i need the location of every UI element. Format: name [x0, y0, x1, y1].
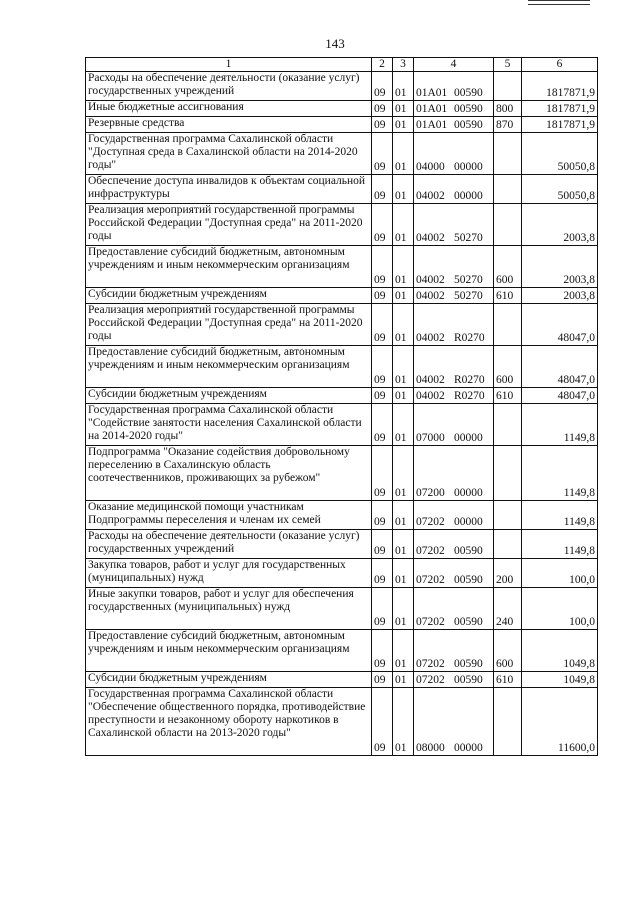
row-section-code: 09: [372, 246, 393, 288]
row-section-code: 09: [372, 133, 393, 175]
target-article-program: 04002: [416, 190, 445, 202]
target-article-direction: 00000: [454, 516, 483, 528]
row-section-code: 09: [372, 559, 393, 588]
row-name: Закупка товаров, работ и услуг для государственных (муниципальных) нужд: [86, 559, 372, 588]
row-expense-type: 200: [494, 559, 522, 588]
row-subsection-code: 01: [393, 672, 414, 688]
row-section-code: 09: [372, 588, 393, 630]
target-article-direction: 00590: [454, 574, 483, 586]
row-expense-type: 600: [494, 246, 522, 288]
row-target-article: [414, 388, 494, 404]
row-target-article: [414, 688, 494, 756]
row-name: Субсидии бюджетным учреждениям: [86, 672, 372, 688]
target-article-program: 01А01: [416, 87, 448, 99]
row-section-code: 09: [372, 72, 393, 101]
target-article-program: 08000: [416, 742, 445, 754]
row-name: Обеспечение доступа инвалидов к объектам социальной инфраструктуры: [86, 175, 372, 204]
target-article-program: 07202: [416, 658, 445, 670]
row-name: Оказание медицинской помощи участникам Подпрограммы переселения и членам их семей: [86, 501, 372, 530]
row-expense-type: 610: [494, 672, 522, 688]
table-row: [86, 117, 598, 133]
row-target-article: [414, 404, 494, 446]
target-article-program: 04002: [416, 390, 445, 402]
row-name: Государственная программа Сахалинской области "Доступная среда в Сахалинской области на 2014-2020 годы": [86, 133, 372, 175]
row-name: Реализация мероприятий государственной программы Российской Федерации "Доступная среда" на 2011-2020 годы: [86, 204, 372, 246]
row-target-article: [414, 117, 494, 133]
row-amount: 11600,0: [522, 688, 598, 756]
target-article-program: 07202: [416, 545, 445, 557]
row-name: Резервные средства: [86, 117, 372, 133]
column-header: 2: [372, 58, 393, 72]
target-article-direction: 00590: [454, 87, 483, 99]
row-target-article: [414, 672, 494, 688]
target-article-program: 04002: [416, 232, 445, 244]
target-article-program: 07000: [416, 432, 445, 444]
row-subsection-code: 01: [393, 133, 414, 175]
row-target-article: [414, 630, 494, 672]
row-section-code: 09: [372, 688, 393, 756]
row-amount: 1817871,9: [522, 72, 598, 101]
table-row: [86, 72, 598, 101]
column-header: 3: [393, 58, 414, 72]
row-name: Субсидии бюджетным учреждениям: [86, 288, 372, 304]
row-amount: 1149,8: [522, 404, 598, 446]
row-amount: 1149,8: [522, 530, 598, 559]
target-article-program: 04002: [416, 332, 445, 344]
row-section-code: 09: [372, 346, 393, 388]
row-section-code: 09: [372, 672, 393, 688]
row-expense-type: [494, 688, 522, 756]
target-article-direction: 00590: [454, 674, 483, 686]
row-target-article: [414, 175, 494, 204]
row-expense-type: 610: [494, 288, 522, 304]
table-row: [86, 204, 598, 246]
row-subsection-code: 01: [393, 246, 414, 288]
row-target-article: [414, 588, 494, 630]
row-subsection-code: 01: [393, 101, 414, 117]
target-article-program: 04000: [416, 161, 445, 173]
table-row: [86, 346, 598, 388]
column-header: 5: [494, 58, 522, 72]
row-amount: 100,0: [522, 559, 598, 588]
row-target-article: [414, 304, 494, 346]
target-article-program: 04002: [416, 374, 445, 386]
column-header: 6: [522, 58, 598, 72]
row-expense-type: 600: [494, 630, 522, 672]
target-article-direction: 00000: [454, 432, 483, 444]
row-subsection-code: 01: [393, 501, 414, 530]
row-expense-type: [494, 446, 522, 501]
row-name: Субсидии бюджетным учреждениям: [86, 388, 372, 404]
table-row: [86, 688, 598, 756]
row-amount: 50050,8: [522, 175, 598, 204]
table-row: [86, 388, 598, 404]
row-name: Расходы на обеспечение деятельности (оказание услуг) государственных учреждений: [86, 72, 372, 101]
target-article-direction: R0270: [454, 332, 485, 344]
row-amount: 2003,8: [522, 288, 598, 304]
row-section-code: 09: [372, 304, 393, 346]
row-subsection-code: 01: [393, 630, 414, 672]
row-amount: 1817871,9: [522, 101, 598, 117]
target-article-program: 01А01: [416, 119, 448, 131]
row-expense-type: 600: [494, 346, 522, 388]
row-target-article: [414, 72, 494, 101]
row-target-article: [414, 133, 494, 175]
target-article-direction: 00000: [454, 161, 483, 173]
table-row: [86, 559, 598, 588]
target-article-direction: 00590: [454, 119, 483, 131]
row-expense-type: 240: [494, 588, 522, 630]
target-article-direction: 50270: [454, 290, 483, 302]
top-edge-mark: [528, 0, 590, 5]
target-article-program: 04002: [416, 290, 445, 302]
row-subsection-code: 01: [393, 688, 414, 756]
row-target-article: [414, 246, 494, 288]
row-section-code: 09: [372, 501, 393, 530]
row-subsection-code: 01: [393, 446, 414, 501]
row-amount: 48047,0: [522, 346, 598, 388]
row-subsection-code: 01: [393, 117, 414, 133]
row-target-article: [414, 446, 494, 501]
row-expense-type: [494, 175, 522, 204]
target-article-program: 01А01: [416, 103, 448, 115]
row-target-article: [414, 101, 494, 117]
page-number: 143: [325, 36, 345, 51]
row-subsection-code: 01: [393, 175, 414, 204]
table-row: [86, 530, 598, 559]
target-article-direction: 00590: [454, 658, 483, 670]
row-name: Предоставление субсидий бюджетным, автономным учреждениям и иным некоммерческим организациям: [86, 246, 372, 288]
row-expense-type: [494, 133, 522, 175]
row-target-article: [414, 559, 494, 588]
row-section-code: 09: [372, 175, 393, 204]
row-amount: 1149,8: [522, 501, 598, 530]
row-name: Иные бюджетные ассигнования: [86, 101, 372, 117]
row-subsection-code: 01: [393, 530, 414, 559]
row-amount: 2003,8: [522, 204, 598, 246]
target-article-direction: 50270: [454, 232, 483, 244]
table-row: [86, 404, 598, 446]
row-subsection-code: 01: [393, 346, 414, 388]
row-section-code: 09: [372, 204, 393, 246]
table-row: [86, 175, 598, 204]
target-article-program: 07202: [416, 574, 445, 586]
target-article-program: 07202: [416, 674, 445, 686]
target-article-direction: 00590: [454, 616, 483, 628]
column-header: 4: [414, 58, 494, 72]
target-article-direction: 00000: [454, 487, 483, 499]
table-body: [86, 72, 598, 756]
row-amount: 50050,8: [522, 133, 598, 175]
row-section-code: 09: [372, 404, 393, 446]
table-header-row: [86, 58, 598, 72]
row-amount: 48047,0: [522, 304, 598, 346]
target-article-direction: 00000: [454, 742, 483, 754]
row-target-article: [414, 346, 494, 388]
row-expense-type: [494, 304, 522, 346]
target-article-program: 07202: [416, 616, 445, 628]
target-article-program: 07202: [416, 516, 445, 528]
row-name: Государственная программа Сахалинской области "Обеспечение общественного порядка, противодействие преступности и незаконному обороту наркотиков в Сахалинской области на 2013-2020 годы": [86, 688, 372, 756]
row-subsection-code: 01: [393, 559, 414, 588]
row-expense-type: 800: [494, 101, 522, 117]
target-article-program: 07200: [416, 487, 445, 499]
row-subsection-code: 01: [393, 588, 414, 630]
row-name: Реализация мероприятий государственной программы Российской Федерации "Доступная среда" на 2011-2020 годы: [86, 304, 372, 346]
row-section-code: 09: [372, 446, 393, 501]
row-target-article: [414, 204, 494, 246]
row-amount: 1149,8: [522, 446, 598, 501]
target-article-direction: 00000: [454, 190, 483, 202]
row-amount: 100,0: [522, 588, 598, 630]
row-expense-type: 610: [494, 388, 522, 404]
row-amount: 1049,8: [522, 630, 598, 672]
table-row: [86, 672, 598, 688]
target-article-direction: 00590: [454, 103, 483, 115]
row-expense-type: [494, 72, 522, 101]
table-row: [86, 446, 598, 501]
table-row: [86, 501, 598, 530]
row-target-article: [414, 288, 494, 304]
row-section-code: 09: [372, 117, 393, 133]
row-expense-type: 870: [494, 117, 522, 133]
row-subsection-code: 01: [393, 388, 414, 404]
budget-table: [85, 57, 598, 756]
table-row: [86, 133, 598, 175]
row-subsection-code: 01: [393, 204, 414, 246]
row-name: Предоставление субсидий бюджетным, автономным учреждениям и иным некоммерческим организациям: [86, 630, 372, 672]
row-name: Иные закупки товаров, работ и услуг для обеспечения государственных (муниципальных) нужд: [86, 588, 372, 630]
target-article-direction: 00590: [454, 545, 483, 557]
row-section-code: 09: [372, 630, 393, 672]
target-article-direction: R0270: [454, 390, 485, 402]
target-article-direction: R0270: [454, 374, 485, 386]
row-section-code: 09: [372, 101, 393, 117]
table-row: [86, 288, 598, 304]
row-name: Подпрограмма "Оказание содействия добровольному переселению в Сахалинскую область соотечественников, проживающих за рубежом": [86, 446, 372, 501]
row-amount: 48047,0: [522, 388, 598, 404]
table-row: [86, 246, 598, 288]
row-name: Расходы на обеспечение деятельности (оказание услуг) государственных учреждений: [86, 530, 372, 559]
row-amount: 2003,8: [522, 246, 598, 288]
row-expense-type: [494, 404, 522, 446]
row-section-code: 09: [372, 530, 393, 559]
row-expense-type: [494, 530, 522, 559]
table-row: [86, 101, 598, 117]
row-expense-type: [494, 204, 522, 246]
row-target-article: [414, 530, 494, 559]
row-expense-type: [494, 501, 522, 530]
row-subsection-code: 01: [393, 304, 414, 346]
column-header: 1: [86, 58, 372, 72]
target-article-program: 04002: [416, 274, 445, 286]
table-row: [86, 304, 598, 346]
target-article-direction: 50270: [454, 274, 483, 286]
row-subsection-code: 01: [393, 404, 414, 446]
row-name: Государственная программа Сахалинской области "Содействие занятости населения Сахалинской области на 2014-2020 годы": [86, 404, 372, 446]
row-section-code: 09: [372, 288, 393, 304]
row-amount: 1049,8: [522, 672, 598, 688]
table-row: [86, 588, 598, 630]
row-subsection-code: 01: [393, 72, 414, 101]
row-target-article: [414, 501, 494, 530]
row-name: Предоставление субсидий бюджетным, автономным учреждениям и иным некоммерческим организациям: [86, 346, 372, 388]
row-amount: 1817871,9: [522, 117, 598, 133]
table-row: [86, 630, 598, 672]
row-section-code: 09: [372, 388, 393, 404]
row-subsection-code: 01: [393, 288, 414, 304]
